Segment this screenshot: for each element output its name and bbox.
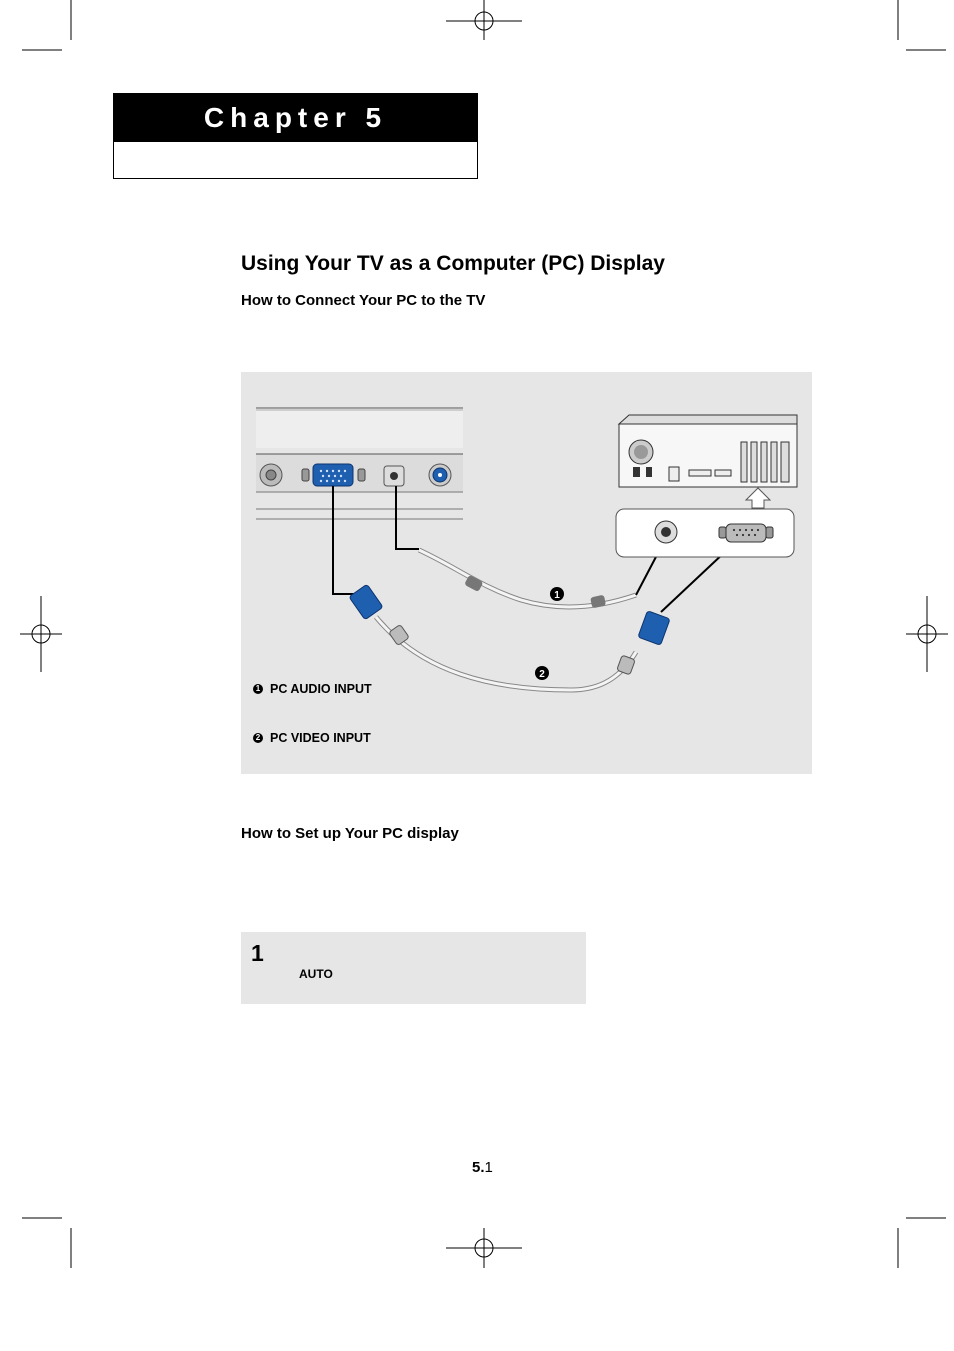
step-1-box [241,932,586,1004]
legend-audio-number: 1 [253,684,263,694]
tv-rear-panel [256,408,463,519]
marker-2-label: 2 [539,669,545,680]
legend-audio-label: PC AUDIO INPUT [270,682,372,696]
legend-video-number: 2 [253,733,263,743]
legend-audio [253,682,372,696]
step-number: 1 [251,940,264,966]
connection-diagram [241,372,812,774]
pc-rear-view [619,415,797,487]
connect-heading: How to Connect Your PC to the TV [241,292,486,309]
legend-video [253,731,371,745]
marker-1-label: 1 [554,590,560,601]
page-number-chapter: 5. [472,1159,485,1176]
legend-video-label: PC VIDEO INPUT [270,731,371,745]
page-number-page: 1 [484,1159,493,1176]
setup-heading: How to Set up Your PC display [241,825,459,842]
page-title: Using Your TV as a Computer (PC) Display [241,252,665,275]
chapter-header [113,93,478,179]
connection-illustration [241,372,812,774]
step-text: AUTO [299,967,333,981]
chapter-label: Chapter 5 [114,94,477,142]
page-number [472,1159,493,1176]
